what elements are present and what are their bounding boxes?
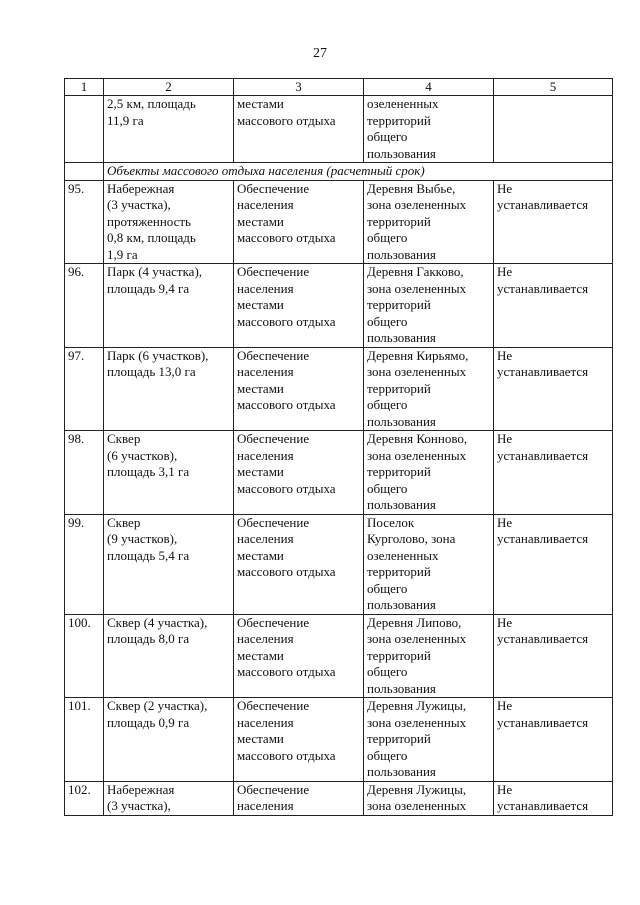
section-title: Объекты массового отдыха населения (расчетный срок) xyxy=(104,163,613,181)
location: Деревня Выбье, зона озелененных территорий общего пользования xyxy=(364,180,494,264)
protection-zone xyxy=(494,96,613,163)
object-name: Сквер (2 участка), площадь 0,9 га xyxy=(104,698,234,782)
data-table xyxy=(64,78,613,816)
section-spacer xyxy=(65,163,104,181)
object-name: Набережная (3 участка), xyxy=(104,781,234,815)
table-row xyxy=(65,347,613,431)
table-row xyxy=(65,96,613,163)
row-number: 95. xyxy=(65,180,104,264)
object-name: Парк (6 участков), площадь 13,0 га xyxy=(104,347,234,431)
row-number: 97. xyxy=(65,347,104,431)
protection-zone: Не устанавливается xyxy=(494,514,613,614)
purpose: Обеспечение населения местами массового отдыха xyxy=(234,431,364,515)
protection-zone: Не устанавливается xyxy=(494,781,613,815)
table-row xyxy=(65,514,613,614)
location: Деревня Липово, зона озелененных территорий общего пользования xyxy=(364,614,494,698)
row-number: 99. xyxy=(65,514,104,614)
row-number xyxy=(65,96,104,163)
object-name: Набережная (3 участка), протяженность 0,8 км, площадь 1,9 га xyxy=(104,180,234,264)
row-number: 100. xyxy=(65,614,104,698)
header-cell: 1 xyxy=(65,79,104,96)
header-cell: 5 xyxy=(494,79,613,96)
protection-zone: Не устанавливается xyxy=(494,614,613,698)
location: Деревня Лужицы, зона озелененных xyxy=(364,781,494,815)
header-row xyxy=(65,79,613,96)
object-name: Сквер (6 участков), площадь 3,1 га xyxy=(104,431,234,515)
table-row xyxy=(65,431,613,515)
protection-zone: Не устанавливается xyxy=(494,180,613,264)
header-cell: 4 xyxy=(364,79,494,96)
purpose: Обеспечение населения местами массового отдыха xyxy=(234,698,364,782)
purpose: Обеспечение населения местами массового отдыха xyxy=(234,264,364,348)
protection-zone: Не устанавливается xyxy=(494,347,613,431)
header-cell: 2 xyxy=(104,79,234,96)
table-row xyxy=(65,180,613,264)
row-number: 102. xyxy=(65,781,104,815)
location: Деревня Конново, зона озелененных территорий общего пользования xyxy=(364,431,494,515)
purpose: Обеспечение населения xyxy=(234,781,364,815)
protection-zone: Не устанавливается xyxy=(494,264,613,348)
location: Деревня Лужицы, зона озелененных территорий общего пользования xyxy=(364,698,494,782)
table-row xyxy=(65,614,613,698)
protection-zone: Не устанавливается xyxy=(494,431,613,515)
location: озелененных территорий общего пользования xyxy=(364,96,494,163)
row-number: 98. xyxy=(65,431,104,515)
location: Поселок Курголово, зона озелененных территорий общего пользования xyxy=(364,514,494,614)
table-row xyxy=(65,698,613,782)
object-name: Парк (4 участка), площадь 9,4 га xyxy=(104,264,234,348)
purpose: местами массового отдыха xyxy=(234,96,364,163)
row-number: 101. xyxy=(65,698,104,782)
object-name: Сквер (4 участка), площадь 8,0 га xyxy=(104,614,234,698)
purpose: Обеспечение населения местами массового отдыха xyxy=(234,180,364,264)
object-name: 2,5 км, площадь 11,9 га xyxy=(104,96,234,163)
purpose: Обеспечение населения местами массового отдыха xyxy=(234,614,364,698)
protection-zone: Не устанавливается xyxy=(494,698,613,782)
row-number: 96. xyxy=(65,264,104,348)
location: Деревня Кирьямо, зона озелененных территорий общего пользования xyxy=(364,347,494,431)
purpose: Обеспечение населения местами массового отдыха xyxy=(234,514,364,614)
table-row xyxy=(65,781,613,815)
section-row xyxy=(65,163,613,181)
object-name: Сквер (9 участков), площадь 5,4 га xyxy=(104,514,234,614)
purpose: Обеспечение населения местами массового отдыха xyxy=(234,347,364,431)
table-row xyxy=(65,264,613,348)
location: Деревня Гакково, зона озелененных территорий общего пользования xyxy=(364,264,494,348)
header-cell: 3 xyxy=(234,79,364,96)
page-number: 27 xyxy=(313,46,327,61)
